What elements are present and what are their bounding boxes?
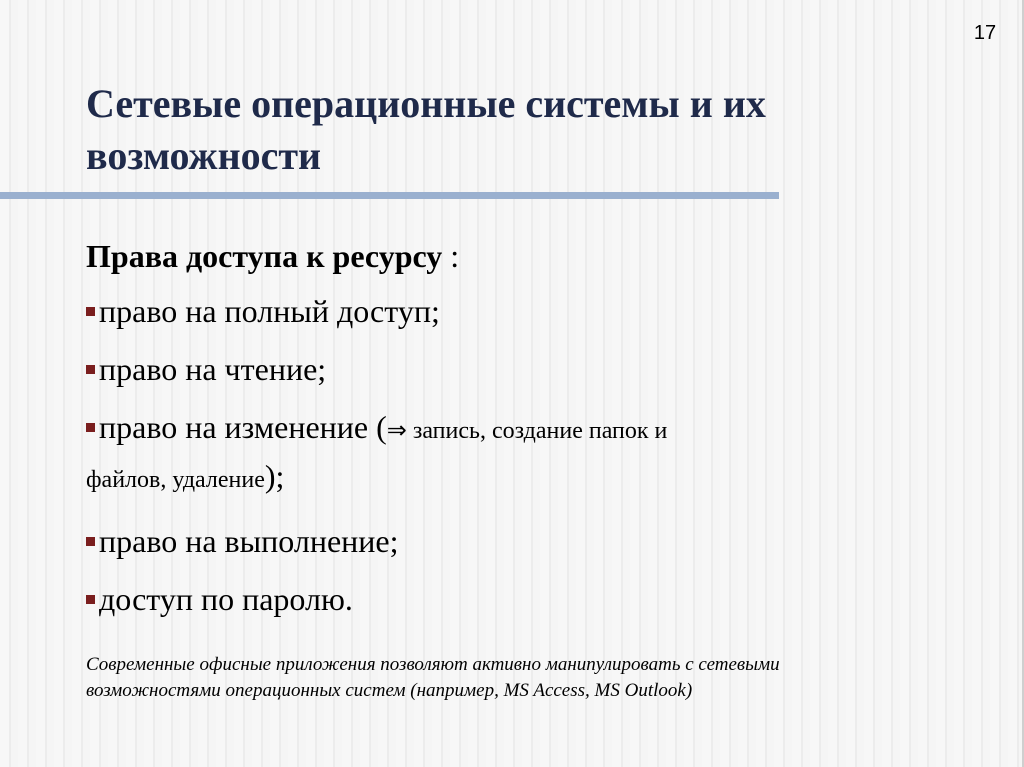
modify-close: ); [264, 458, 285, 494]
slide-content [86, 230, 986, 628]
list-item-text: право на изменение ( [99, 409, 387, 445]
square-bullet-icon [86, 537, 95, 546]
modify-detail-line-2: файлов, удаление [86, 467, 265, 493]
square-bullet-icon [86, 365, 95, 374]
list-item-modify-continued [86, 456, 986, 500]
list-item [86, 512, 986, 570]
subheading-colon: : [442, 238, 460, 274]
title-line-1: Сетевые операционные системы и их [86, 81, 766, 126]
modify-detail-line-1: запись, создание папок и [406, 418, 668, 444]
list-item [86, 570, 986, 628]
subheading-bold: Права доступа к ресурсу [86, 238, 443, 274]
list-item [86, 282, 986, 340]
slide-number: 17 [973, 22, 997, 44]
footnote-line-2: возможностями операционных систем (например, MS Access, MS Outlook) [86, 680, 693, 701]
footnote [86, 652, 966, 704]
list-item-modify [86, 398, 986, 460]
list-item-text: право на выполнение; [99, 523, 399, 559]
list-item-text: право на полный доступ; [99, 293, 440, 329]
footnote-line-1: Современные офисные приложения позволяют активно манипулировать с сетевыми [86, 654, 780, 675]
arrow-icon: ⇒ [386, 418, 407, 444]
list-item-text: доступ по паролю. [99, 581, 353, 617]
square-bullet-icon [86, 423, 95, 432]
list-item-text: право на чтение; [99, 351, 327, 387]
square-bullet-icon [86, 307, 95, 316]
title-line-2: возможности [86, 133, 322, 178]
subheading [86, 230, 986, 282]
slide-title [86, 78, 886, 182]
list-item [86, 340, 986, 398]
title-underline-rule [0, 192, 779, 199]
square-bullet-icon [86, 595, 95, 604]
